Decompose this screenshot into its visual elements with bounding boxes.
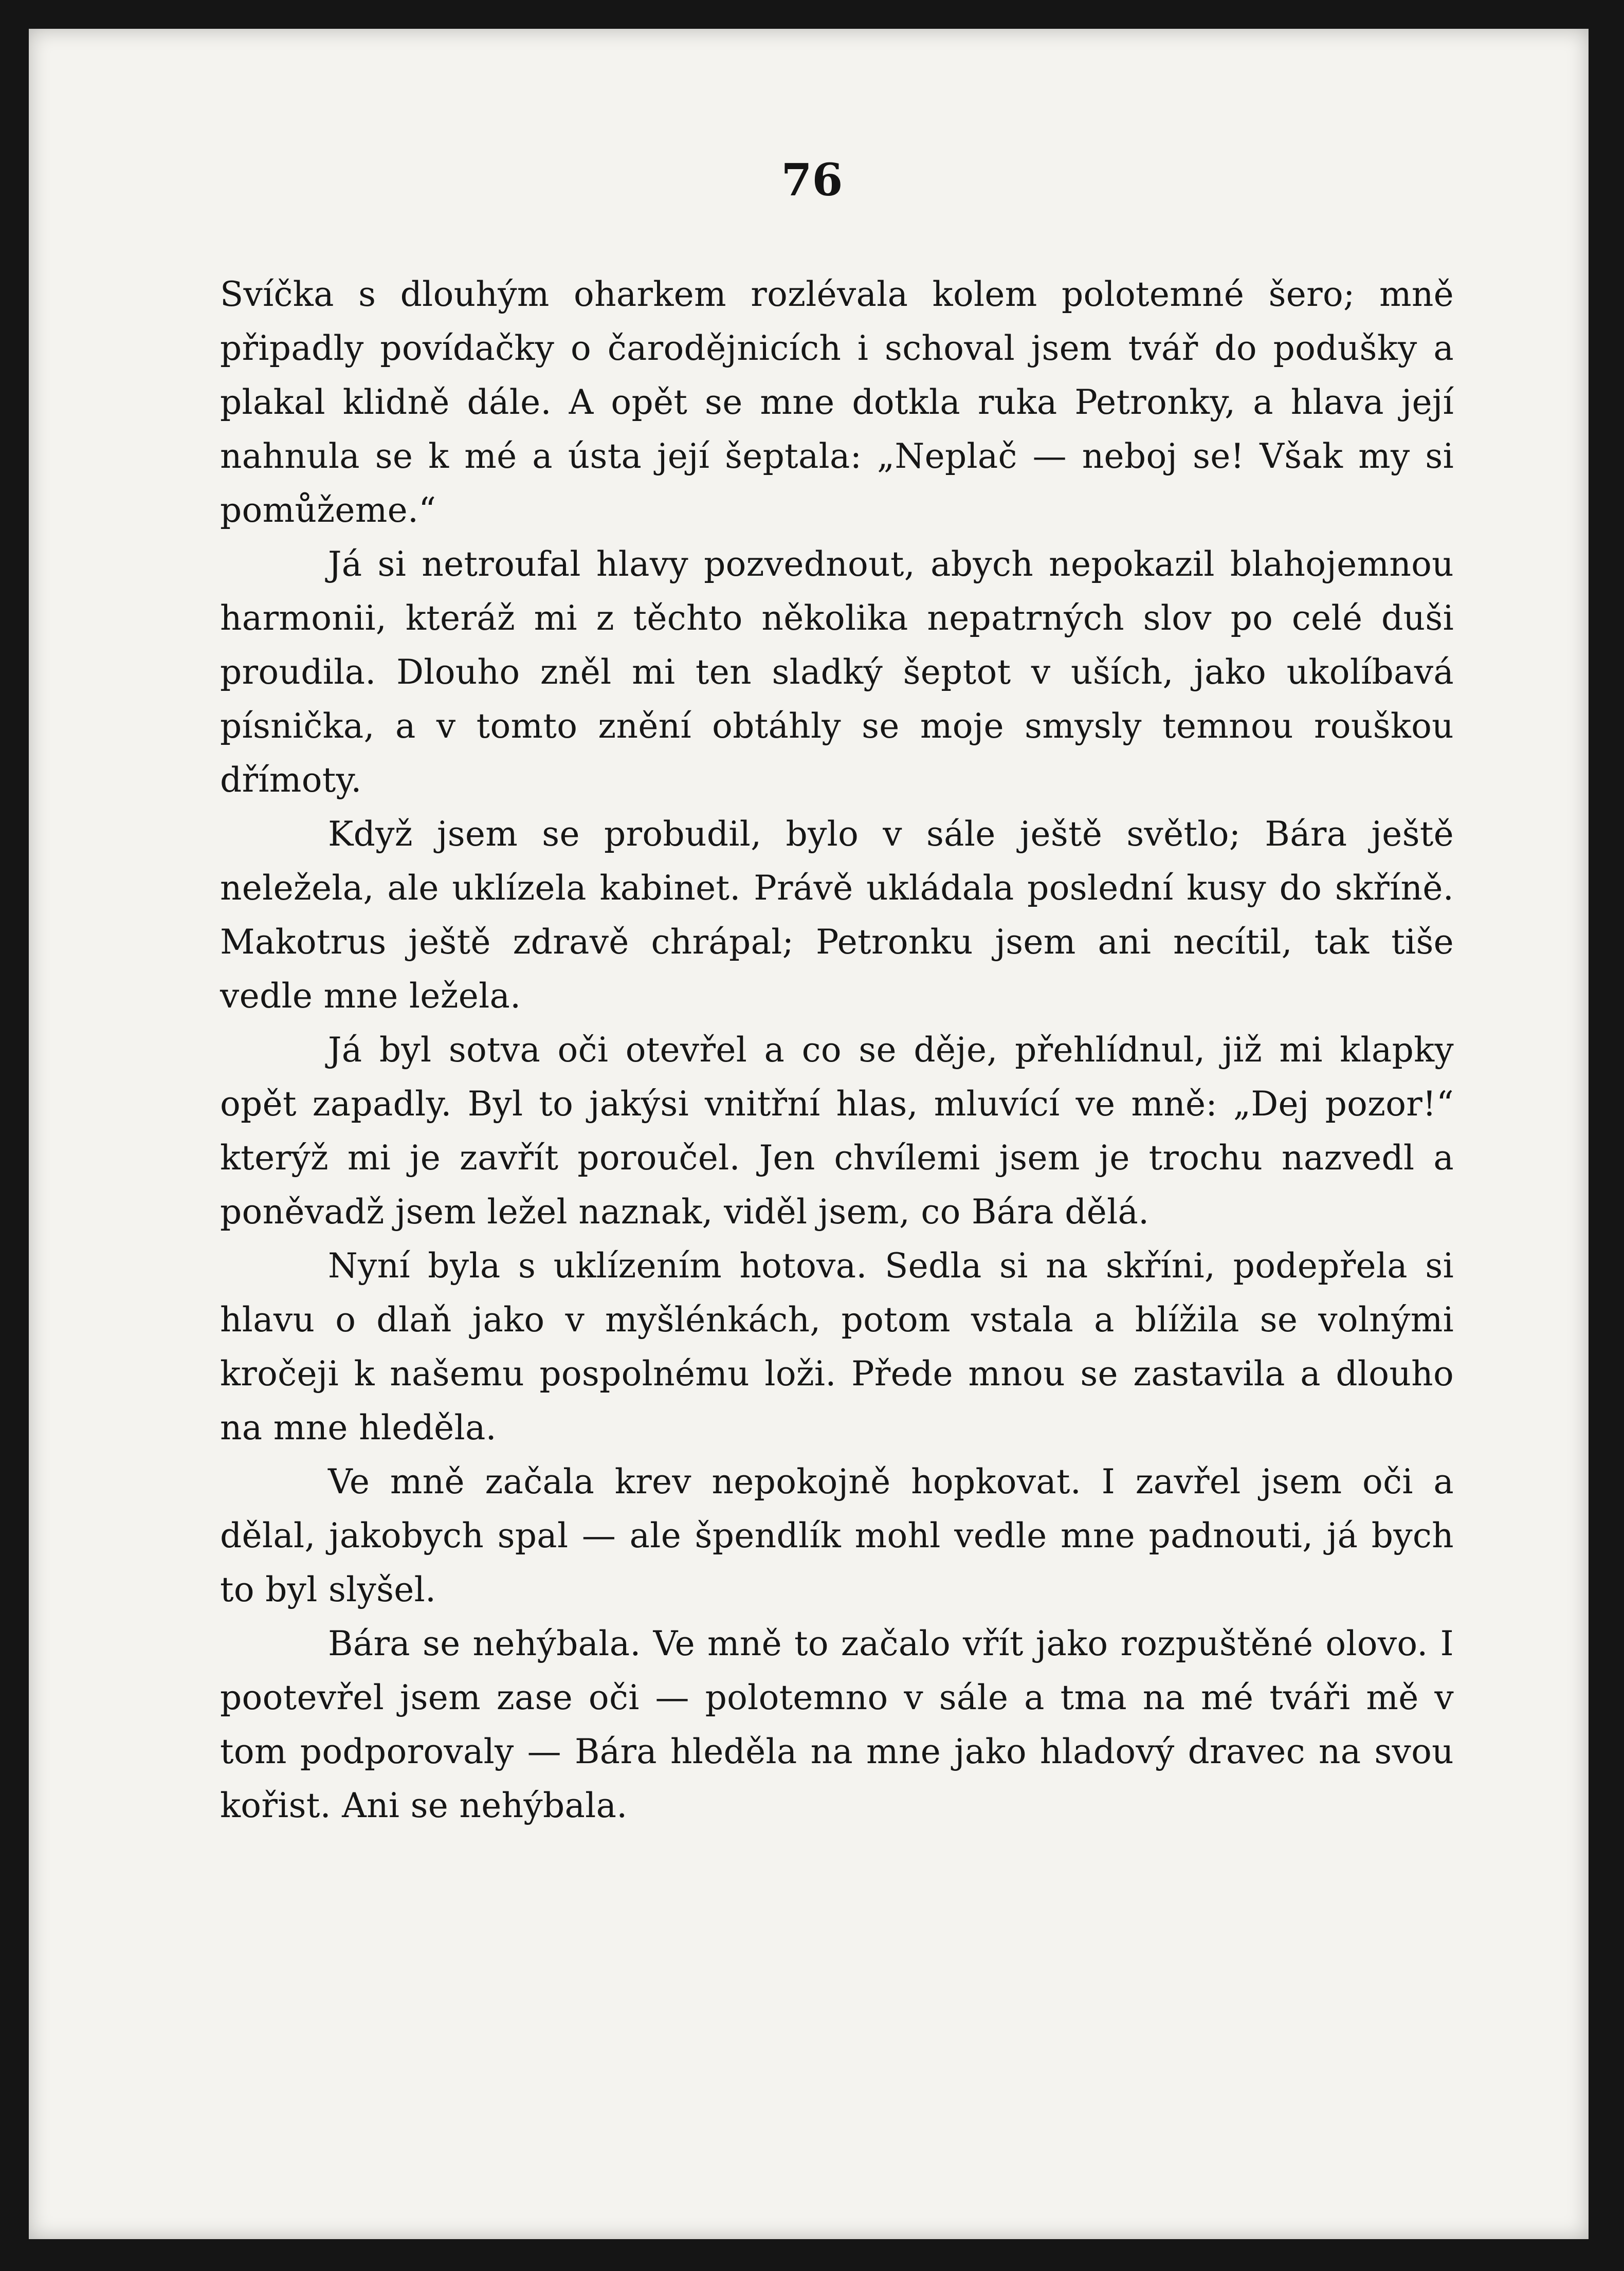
- paragraph-7: Bára se nehýbala. Ve mně to začalo vřít jako rozpuštěné olovo. I pootevřel jsem zase oči — polotemno v sále a tma na mé tváři mě v tom podporovaly — Bára hleděla na mne jako hladový dravec na svou kořist. Ani se nehýbala.: [220, 1624, 1454, 1825]
- paragraph-5: Nyní byla s uklízením hotova. Sedla si na skříni, podepřela si hlavu o dlaň jako v myšlénkách, potom vstala a blížila se volnými kročeji k našemu pospolnému loži. Přede mnou se zastavila a dlouho na mne hleděla.: [220, 1246, 1454, 1448]
- paragraph-3: Když jsem se probudil, bylo v sále ještě světlo; Bára ještě neležela, ale uklízela kabinet. Právě ukládala poslední kusy do skříně. Makotrus ještě zdravě chrápal; Petronku jsem ani necítil, tak tiše vedle mne ležela.: [220, 814, 1454, 1016]
- body-text: [220, 267, 1454, 1833]
- paragraph-6: Ve mně začala krev nepokojně hopkovat. I zavřel jsem oči a dělal, jakobych spal — ale špendlík mohl vedle mne padnouti, já bych to byl slyšel.: [220, 1462, 1454, 1609]
- paragraph-1: Svíčka s dlouhým oharkem rozlévala kolem polotemné šero; mně připadly povídačky o čarodějnicích i schoval jsem tvář do podušky a plakal klidně dále. A opět se mne dotkla ruka Petronky, a hlava její nahnula se k mé a ústa její šeptala: „Neplač — neboj se! Však my si pomůžeme.“: [220, 274, 1454, 530]
- page-number: 76: [781, 154, 843, 206]
- paragraph-2: Já si netroufal hlavy pozvednout, abych nepokazil blahojemnou harmonii, kteráž mi z těchto několika nepatrných slov po celé duši proudila. Dlouho zněl mi ten sladký šeptot v uších, jako ukolíbavá písnička, a v tomto znění obtáhly se moje smysly temnou rouškou dřímoty.: [220, 544, 1454, 800]
- paragraph-4: Já byl sotva oči otevřel a co se děje, přehlídnul, již mi klapky opět zapadly. Byl to jakýsi vnitřní hlas, mluvící ve mně: „Dej pozor!“ kterýž mi je zavřít poroučel. Jen chvílemi jsem je trochu nazvedl a poněvadž jsem ležel naznak, viděl jsem, co Bára dělá.: [220, 1030, 1454, 1232]
